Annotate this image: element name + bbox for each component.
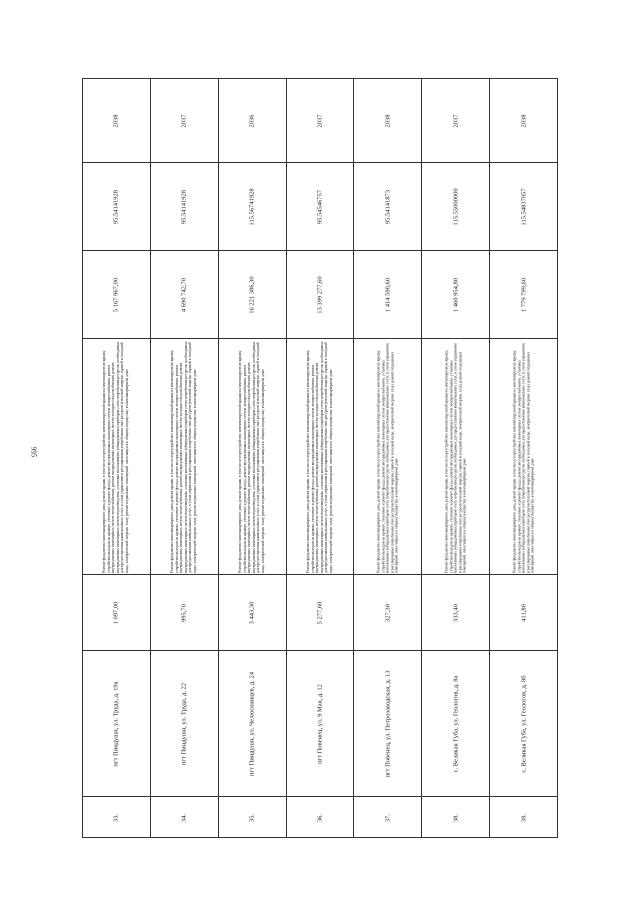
repair-schedule-table (82, 78, 558, 838)
number-cell (151, 797, 218, 839)
row-number: 38. (452, 813, 460, 823)
number-cell (287, 797, 354, 839)
year-cell (151, 79, 218, 163)
unit-price-value: 95.54141928 (112, 189, 120, 224)
cost-value: 5 167 967,00 (112, 277, 120, 312)
year-value: 2038 (384, 114, 392, 127)
year-cell (287, 79, 354, 163)
cost-value: 4 690 742,70 (180, 277, 188, 312)
address-value: пгт Повенец, ул. Петрозаводская, д. 13 (384, 670, 392, 777)
unit-price-value: 115.55000000 (452, 187, 460, 226)
cost-cell (354, 251, 421, 339)
area-value: 411,80 (520, 603, 528, 622)
cost-cell (83, 251, 150, 339)
cost-value: 1 779 799,60 (520, 277, 528, 312)
works-description: Ремонт фундамента многоквартирного дома, ремонт крыши, в том числе переустройство невентилируемой крыши на вентилируемую крышу, устройство выходов на кровлю, утепление и ремонт фасада, ремонт внутридомовых инженерных систем электроснабжения, ремонт внутридомовых инженерных систем теплоснабжения, ремонт внутридомовых инженерных систем холодного водоснабжения, ремонт внутридомовых инженерных систем водоотведения, установка коллективных (общедомовых) приборов учета потребления ресурсов, необходимых для предоставления коммунальных услуг, и узлов управления и регулирования потребления этих ресурсов (тепловой энергии, горячей и холодной воды, электрической энергии, газа), ремонт подвальных помещений, относящихся к общему имуществу в многоквартирном доме (306, 341, 334, 573)
address-cell (219, 651, 286, 797)
area-value: 327,30 (384, 603, 392, 622)
works-description: Ремонт фундамента многоквартирного дома, ремонт крыши, в том числе переустройство невентилируемой крыши на вентилируемую крышу, устройство выходов на кровлю, утепление и ремонт фасада, ремонт внутридомовых инженерных систем электроснабжения, ремонт внутридомовых инженерных систем теплоснабжения, ремонт внутридомовых инженерных систем холодного водоснабжения, ремонт внутридомовых инженерных систем водоотведения, установка коллективных (общедомовых) приборов учета потребления ресурсов, необходимых для предоставления коммунальных услуг, и узлов управления и регулирования потребления этих ресурсов (тепловой энергии, горячей и холодной воды, электрической энергии, газа), ремонт подвальных помещений, относящихся к общему имуществу в многоквартирном доме (102, 341, 130, 573)
works-cell (422, 339, 489, 575)
price-cell (287, 163, 354, 251)
year-cell (219, 79, 286, 163)
works-cell (287, 339, 354, 575)
number-cell (83, 797, 150, 839)
works-cell (354, 339, 421, 575)
unit-price-value: 95.54141928 (180, 189, 188, 224)
year-value: 2037 (180, 114, 188, 127)
address-value: пгт Пиндушн, ул. Челюскинцев, д. 24 (248, 671, 256, 776)
cost-value: 16 221 386,30 (248, 275, 256, 314)
number-cell (219, 797, 286, 839)
address-cell (151, 651, 218, 797)
unit-price-value: 95.54546757 (316, 189, 324, 224)
row-number: 37. (384, 813, 392, 823)
area-cell (83, 575, 150, 651)
address-value: с. Великая Губа, ул. Геологов, д. 8а (452, 675, 460, 772)
works-cell (219, 339, 286, 575)
cost-cell (151, 251, 218, 339)
works-description: Ремонт фундамента многоквартирного дома, ремонт крыши, в том числе переустройство невентилируемой крыши на вентилируемую крышу, устройство выходов на кровлю, утепление и ремонт фасада, ремонт внутридомовых инженерных систем электроснабжения, установка коллективных (общедомовых) приборов учета потребления ресурсов, необходимых для предоставления коммунальных услуг, и узлов управления и регулирования потребления этих ресурсов (тепловой энергии, горячей и холодной воды, электрической энергии, газа), ремонт подвальных помещений, относящихся к общему имуществу в многоквартирном доме (512, 342, 535, 573)
year-cell (422, 79, 489, 163)
table-row (287, 79, 355, 837)
unit-price-value: 95.54141873 (384, 189, 392, 224)
table-row (422, 79, 490, 837)
year-value: 2037 (316, 114, 324, 127)
works-description: Ремонт фундамента многоквартирного дома, ремонт крыши, в том числе переустройство невентилируемой крыши на вентилируемую крышу, устройство выходов на кровлю, утепление и ремонт фасада, ремонт внутридомовых инженерных систем электроснабжения, ремонт внутридомовых инженерных систем теплоснабжения, ремонт внутридомовых инженерных систем холодного водоснабжения, ремонт внутридомовых инженерных систем водоотведения, установка коллективных (общедомовых) приборов учета потребления ресурсов, необходимых для предоставления коммунальных услуг, и узлов управления и регулирования потребления этих ресурсов (тепловой энергии, горячей и холодной воды, электрической энергии, газа), ремонт подвальных помещений, относящихся к общему имуществу в многоквартирном доме (170, 341, 198, 573)
page-number: 995 (29, 446, 38, 458)
table-row (219, 79, 287, 837)
number-cell (490, 797, 557, 839)
area-cell (422, 575, 489, 651)
area-cell (490, 575, 557, 651)
price-cell (354, 163, 421, 251)
cost-value: 1 460 954,80 (452, 277, 460, 312)
works-description: Ремонт фундамента многоквартирного дома, ремонт крыши, в том числе переустройство невентилируемой крыши на вентилируемую крышу, устройство выходов на кровлю, утепление и ремонт фасада, ремонт внутридомовых инженерных систем электроснабжения, ремонт внутридомовых инженерных систем теплоснабжения, ремонт внутридомовых инженерных систем холодного водоснабжения, ремонт внутридомовых инженерных систем водоотведения, установка коллективных (общедомовых) приборов учета потребления ресурсов, необходимых для предоставления коммунальных услуг, и узлов управления и регулирования потребления этих ресурсов (тепловой энергии, горячей и холодной воды, электрической энергии, газа), ремонт подвальных помещений, относящихся к общему имуществу в многоквартирном доме (238, 341, 266, 573)
cost-value: 1 414 590,60 (384, 277, 392, 312)
table-row (490, 79, 557, 837)
row-number: 33. (112, 813, 120, 823)
address-cell (287, 651, 354, 797)
unit-price-value: 115.56741928 (248, 187, 256, 226)
cost-cell (490, 251, 557, 339)
year-cell (490, 79, 557, 163)
row-number: 36. (316, 813, 324, 823)
area-cell (354, 575, 421, 651)
price-cell (151, 163, 218, 251)
address-cell (83, 651, 150, 797)
address-cell (490, 651, 557, 797)
works-description: Ремонт фундамента многоквартирного дома, ремонт крыши, в том числе переустройство невентилируемой крыши на вентилируемую крышу, устройство выходов на кровлю, утепление и ремонт фасада, ремонт внутридомовых инженерных систем электроснабжения, установка коллективных (общедомовых) приборов учета потребления ресурсов, необходимых для предоставления коммунальных услуг, и узлов управления и регулирования потребления этих ресурсов (тепловой энергии, горячей и холодной воды, электрической энергии, газа), ремонт подвальных помещений, относящихся к общему имуществу в многоквартирном доме (444, 342, 467, 573)
row-number: 34. (180, 813, 188, 823)
area-cell (151, 575, 218, 651)
cost-cell (219, 251, 286, 339)
address-cell (422, 651, 489, 797)
works-description: Ремонт фундамента многоквартирного дома, ремонт крыши, в том числе переустройство невентилируемой крыши на вентилируемую крышу, устройство выходов на кровлю, утепление и ремонт фасада, ремонт внутридомовых инженерных систем электроснабжения, установка коллективных (общедомовых) приборов учета потребления ресурсов, необходимых для предоставления коммунальных услуг, и узлов управления и регулирования потребления этих ресурсов (тепловой энергии, горячей и холодной воды, электрической энергии, газа), ремонт подвальных помещений, относящихся к общему имуществу в многоквартирном доме (376, 342, 399, 573)
year-cell (354, 79, 421, 163)
area-value: 5 277,60 (316, 601, 324, 624)
area-value: 995,70 (180, 603, 188, 622)
year-value: 2036 (248, 114, 256, 127)
cost-cell (287, 251, 354, 339)
area-cell (219, 575, 286, 651)
price-cell (490, 163, 557, 251)
price-cell (83, 163, 150, 251)
year-value: 2038 (520, 114, 528, 127)
address-cell (354, 651, 421, 797)
area-value: 3 443,30 (248, 601, 256, 624)
area-value: 1 097,00 (112, 601, 120, 624)
price-cell (422, 163, 489, 251)
table-row (151, 79, 219, 837)
table-row (83, 79, 151, 837)
year-value: 2037 (452, 114, 460, 127)
year-cell (83, 79, 150, 163)
price-cell (219, 163, 286, 251)
area-cell (287, 575, 354, 651)
row-number: 35. (248, 813, 256, 823)
number-cell (354, 797, 421, 839)
works-cell (151, 339, 218, 575)
address-value: пгт Пиндушн, ул. Труда, д. 19а (112, 680, 120, 767)
number-cell (422, 797, 489, 839)
row-number: 39. (520, 813, 528, 823)
works-cell (490, 339, 557, 575)
address-value: пгт Пиндушн, ул. Труда, д. 22 (180, 682, 188, 765)
cost-value: 13 399 277,60 (316, 275, 324, 314)
works-cell (83, 339, 150, 575)
cost-cell (422, 251, 489, 339)
address-value: пгт Повенец, ул. 9 Мая, д. 12 (316, 683, 324, 764)
address-value: с. Великая Губа, ул. Геологов, д. 8б (520, 674, 528, 773)
year-value: 2038 (112, 114, 120, 127)
table-row (354, 79, 422, 837)
unit-price-value: 115.54837057 (520, 187, 528, 226)
area-value: 333,40 (452, 603, 460, 622)
